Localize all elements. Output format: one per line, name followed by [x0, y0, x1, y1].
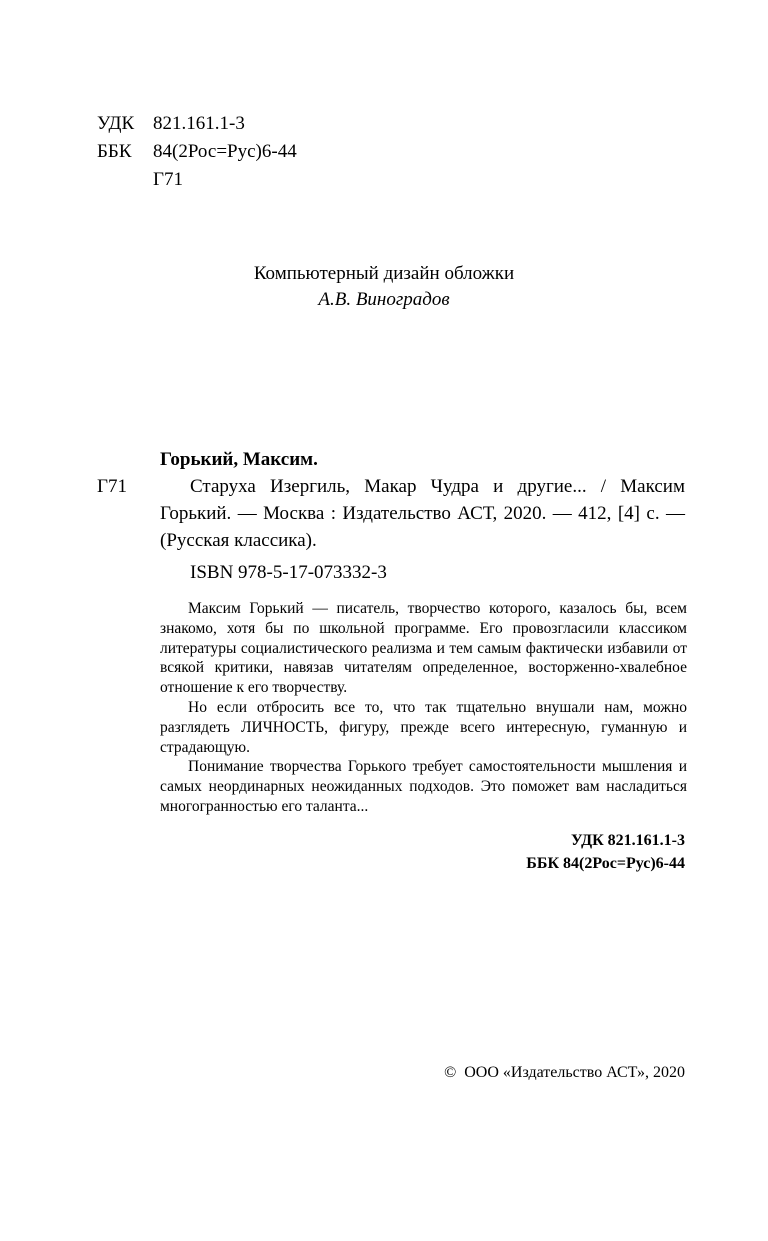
author-code-line	[97, 166, 297, 194]
author-code: Г71	[153, 169, 183, 190]
bbk-top-line	[97, 138, 297, 166]
design-credit-name: А.В. Виноградов	[318, 289, 450, 310]
bbk-label: ББК	[97, 141, 132, 162]
annotation-block	[160, 599, 687, 817]
annotation-paragraph: Максим Горький — писатель, творчество которого, казалось бы, всем знакомо, хотя бы по школьной программе. Его провозгласили классиком литературы социалистического реализма и тем самым фактически избавили от всякой критики, навязав читателям определенное, восторженно-хвалебное отношение к его творчеству.	[160, 600, 687, 697]
copyright-line: © ООО «Издательство АСТ», 2020	[444, 1064, 685, 1081]
annotation-paragraph: Но если отбросить все то, что так тщательно внушали нам, можно разглядеть ЛИЧНОСТЬ, фигуру, прежде всего интересную, гуманную и страдающую.	[160, 698, 687, 756]
classification-top-block	[97, 110, 297, 194]
catalog-entry-block	[97, 446, 685, 554]
classification-bottom-block	[526, 829, 685, 875]
udk-top-line	[97, 110, 297, 138]
bbk-bottom-line: ББК 84(2Рос=Рус)6-44	[526, 855, 685, 872]
annotation-paragraph: Понимание творчества Горького требует самостоятельности мышления и самых неординарных неожиданных подходов. Это поможет вам насладиться многогранностью его таланта...	[160, 758, 687, 815]
udk-bottom-line: УДК 821.161.1-3	[570, 832, 685, 849]
isbn-line: ISBN 978-5-17-073332-3	[190, 562, 387, 583]
udk-label: УДК	[97, 113, 135, 134]
bbk-value: 84(2Рос=Рус)6-44	[153, 141, 297, 162]
design-credit-title: Компьютерный дизайн обложки	[253, 263, 515, 284]
catalog-author: Горький, Максим.	[160, 449, 318, 470]
catalog-description: Старуха Изергиль, Макар Чудра и другие... / Максим Горький. — Москва : Издательство АСТ, 2020. — 412, [4] с. — (Русская классика).	[160, 476, 685, 551]
udk-value: 821.161.1-3	[153, 113, 245, 134]
catalog-code: Г71	[97, 476, 127, 497]
cover-design-credit	[0, 261, 768, 313]
